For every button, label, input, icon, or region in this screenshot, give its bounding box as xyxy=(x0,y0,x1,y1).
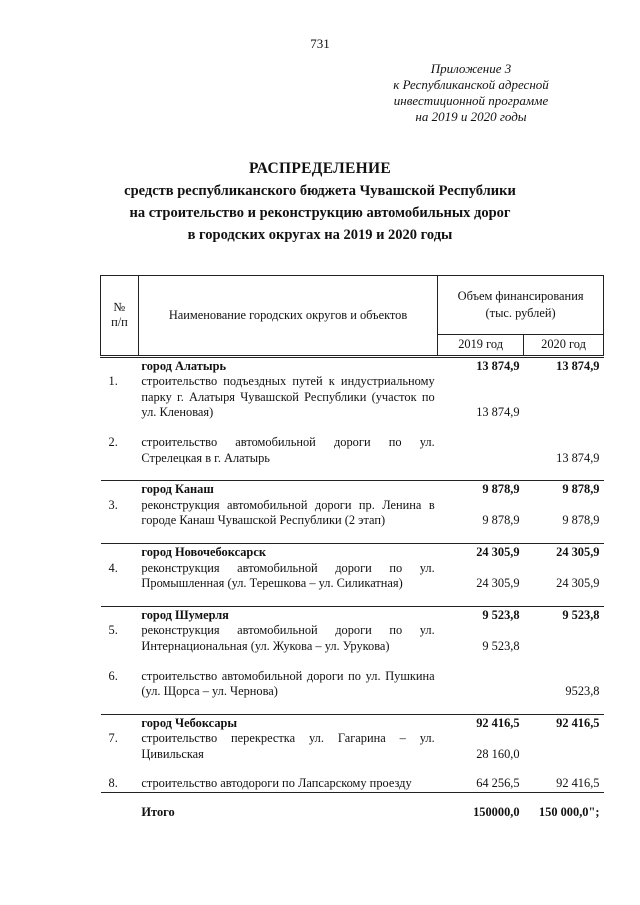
row-number: 2. xyxy=(108,434,118,449)
table-body xyxy=(101,356,604,821)
value-2020 xyxy=(524,731,604,762)
value-2019: 24 305,9 xyxy=(476,576,520,591)
value-2020: 9523,8 xyxy=(565,684,600,699)
value-2019 xyxy=(438,435,524,466)
object-name: строительство автомобильной дороги по ул. Пушкина (ул. Щорса – ул. Чернова) xyxy=(141,668,435,699)
city-total-2020: 9 523,8 xyxy=(524,606,604,623)
header-volume: Объем финансирования (тыс. рублей) xyxy=(438,276,604,335)
value-2020: 92 416,5 xyxy=(556,776,600,791)
title-line: средств республиканского бюджета Чувашской Республики xyxy=(124,183,516,199)
city-name: город Шумерля xyxy=(138,606,437,623)
table-row xyxy=(101,776,604,792)
city-row xyxy=(101,606,604,623)
distribution-table xyxy=(100,275,604,821)
appendix-line: на 2019 и 2020 годы xyxy=(415,109,527,124)
total-2019: 150000,0 xyxy=(438,793,524,821)
table-row xyxy=(101,561,604,592)
city-name: город Канаш xyxy=(138,481,437,498)
table-row xyxy=(101,374,604,421)
object-name: строительство автодороги по Лапсарскому проезду xyxy=(141,776,412,791)
value-2019: 13 874,9 xyxy=(476,405,520,420)
value-2019: 9 878,9 xyxy=(482,513,520,528)
appendix-line: Приложение 3 xyxy=(430,61,512,76)
row-number: 6. xyxy=(108,668,118,683)
value-2020: 24 305,9 xyxy=(556,576,600,591)
value-2020 xyxy=(524,623,604,654)
value-2019 xyxy=(438,669,524,700)
table-row xyxy=(101,498,604,529)
table-row xyxy=(101,435,604,466)
city-total-2019: 92 416,5 xyxy=(438,714,524,731)
header-year-2019: 2019 год xyxy=(438,335,524,357)
table-row xyxy=(101,669,604,700)
document-title xyxy=(0,158,640,246)
city-name: город Чебоксары xyxy=(138,714,437,731)
city-row xyxy=(101,481,604,498)
city-name: город Новочебоксарск xyxy=(138,543,437,560)
object-name: строительство перекрестка ул. Гагарина – ул. Цивильская xyxy=(141,731,435,761)
title-line: на строительство и реконструкцию автомобильных дорог xyxy=(129,205,511,221)
city-name: город Алатырь xyxy=(141,358,227,373)
row-number: 5. xyxy=(108,623,118,638)
title-line: в городских округах на 2019 и 2020 годы xyxy=(187,227,453,243)
title-main: РАСПРЕДЕЛЕНИЕ xyxy=(249,160,391,177)
city-total-2020: 9 878,9 xyxy=(524,481,604,498)
appendix-line: инвестиционной программе xyxy=(393,93,549,108)
city-total-2019: 24 305,9 xyxy=(438,543,524,560)
city-total-2020: 92 416,5 xyxy=(524,714,604,731)
value-2020: 13 874,9 xyxy=(556,450,600,465)
value-2020: 9 878,9 xyxy=(562,513,600,528)
object-name: реконструкция автомобильной дороги пр. Ленина в городе Канаш Чувашской Республики (2 этап) xyxy=(141,497,435,528)
object-name: строительство подъездных путей к индустриальному парку г. Алатыря Чувашской Республики (участок по ул. Кленовая) xyxy=(141,374,435,420)
city-total-2019: 13 874,9 xyxy=(476,358,520,373)
page-number: 731 xyxy=(310,36,330,51)
city-total-2020: 24 305,9 xyxy=(524,543,604,560)
city-total-2019: 9 523,8 xyxy=(438,606,524,623)
object-name: реконструкция автомобильной дороги по ул. Промышленная (ул. Терешкова – ул. Силикатная) xyxy=(141,560,435,591)
city-row xyxy=(101,356,604,374)
row-number: 4. xyxy=(108,560,118,575)
city-total-2019: 9 878,9 xyxy=(438,481,524,498)
row-number: 8. xyxy=(108,776,118,791)
city-row xyxy=(101,543,604,560)
header-name: Наименование городских округов и объектов xyxy=(138,276,437,357)
table-row xyxy=(101,731,604,762)
value-2019: 28 160,0 xyxy=(476,746,520,761)
appendix-line: к Республиканской адресной xyxy=(393,77,549,92)
object-name: реконструкция автомобильной дороги по ул. Интернациональная (ул. Жукова – ул. Урукова) xyxy=(141,623,435,653)
city-total-2020: 13 874,9 xyxy=(556,358,600,373)
table-row xyxy=(101,623,604,654)
appendix-note xyxy=(356,61,586,125)
object-name: строительство автомобильной дороги по ул. Стрелецкая в г. Алатырь xyxy=(141,434,435,465)
value-2020 xyxy=(524,374,604,421)
total-2020: 150 000,0"; xyxy=(524,793,604,821)
header-number: № п/п xyxy=(101,276,139,357)
city-row xyxy=(101,714,604,731)
total-row xyxy=(101,793,604,821)
header-year-2020: 2020 год xyxy=(524,335,604,357)
row-number: 7. xyxy=(108,731,118,746)
total-label: Итого xyxy=(138,793,437,821)
value-2019: 64 256,5 xyxy=(476,776,520,791)
value-2019: 9 523,8 xyxy=(482,638,520,653)
row-number: 3. xyxy=(108,497,118,512)
row-number: 1. xyxy=(108,374,118,389)
